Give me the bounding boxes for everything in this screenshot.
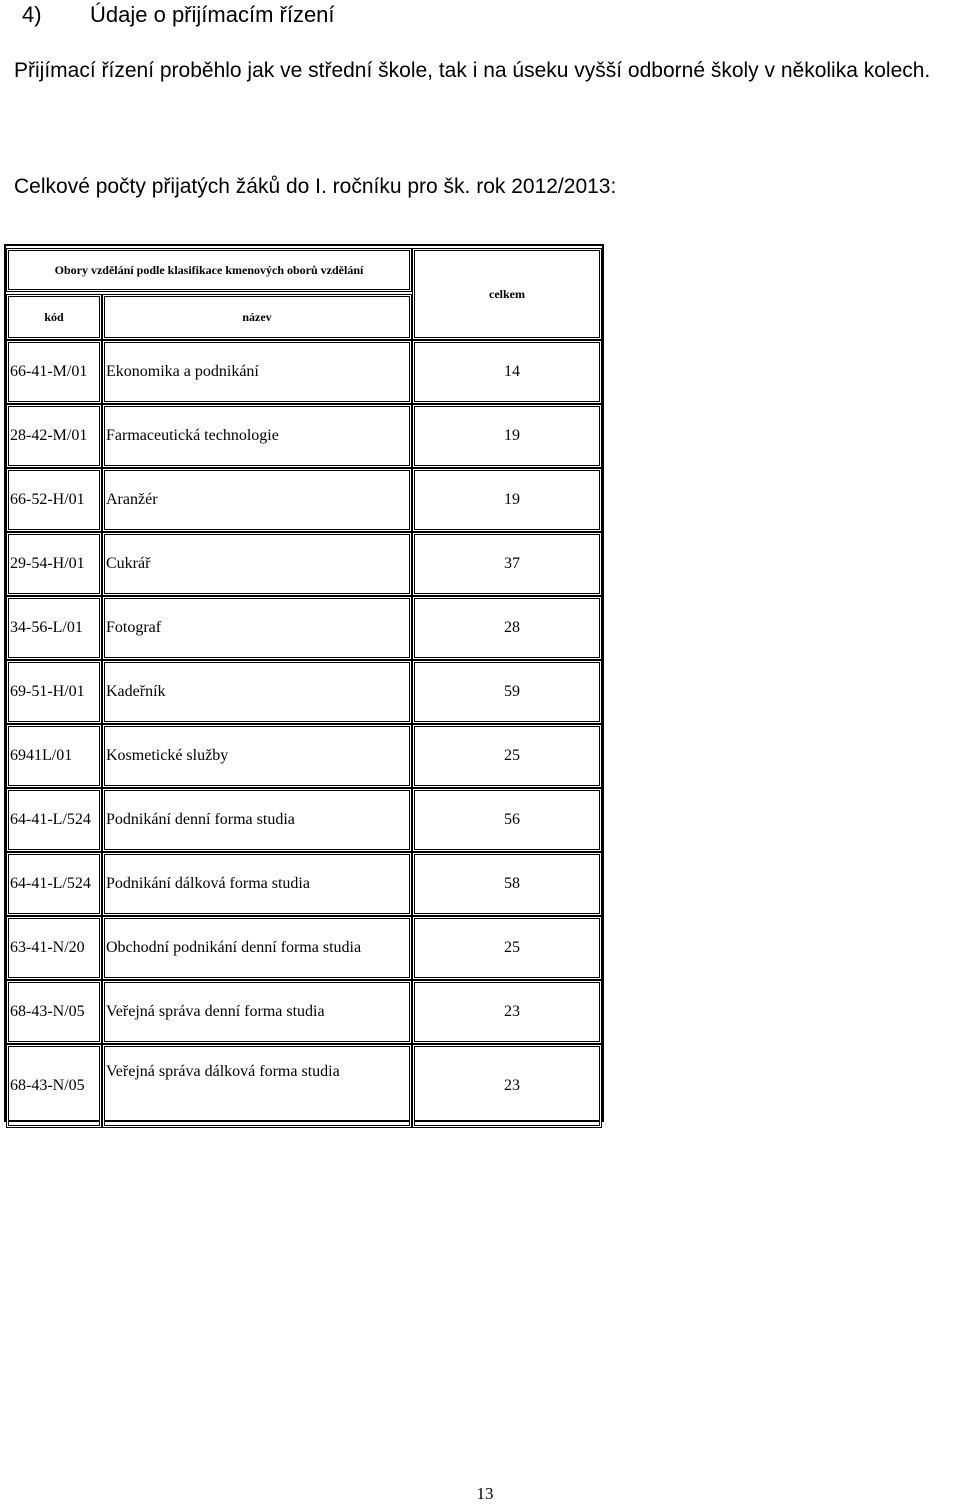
section-heading	[22, 0, 335, 30]
table-cell-name	[102, 724, 412, 788]
table-cell-code	[6, 1044, 102, 1128]
table-caption: Celkové počty přijatých žáků do I. ročníku pro šk. rok 2012/2013:	[14, 175, 617, 198]
table-cell-code	[6, 660, 102, 724]
table-cell-code	[6, 532, 102, 596]
table-cell-name	[102, 980, 412, 1044]
column-header-name-label: název	[242, 309, 272, 324]
cell-name-text: Kosmetické služby	[106, 747, 229, 764]
cell-name-text: Veřejná správa denní forma studia	[106, 1003, 325, 1020]
cell-code-text: 6941L/01	[10, 747, 73, 764]
table-cell-code	[6, 852, 102, 916]
cell-code-text: 68-43-N/05	[10, 1077, 85, 1094]
table-cell-name	[102, 596, 412, 660]
table-cell-code	[6, 916, 102, 980]
table-cell-name	[102, 852, 412, 916]
cell-name-text: Veřejná správa dálková forma studia	[106, 1063, 340, 1080]
cell-total-text: 19	[504, 491, 520, 508]
cell-name-text: Fotograf	[106, 619, 162, 636]
cell-code-text: 64-41-L/524	[10, 875, 91, 892]
table-cell-total	[412, 916, 602, 980]
table-cell-code	[6, 596, 102, 660]
column-header-total	[412, 248, 602, 340]
table-cell-total	[412, 660, 602, 724]
cell-name-text: Kadeřník	[106, 683, 166, 700]
table-cell-total	[412, 340, 602, 404]
cell-total-text: 25	[504, 747, 520, 764]
cell-code-text: 29-54-H/01	[10, 555, 85, 572]
cell-total-text: 19	[504, 427, 520, 444]
cell-name-text: Obchodní podnikání denní forma studia	[106, 939, 362, 956]
table-cell-total	[412, 596, 602, 660]
table-cell-name	[102, 468, 412, 532]
table-cell-total	[412, 980, 602, 1044]
table-cell-code	[6, 980, 102, 1044]
cell-code-text: 63-41-N/20	[10, 939, 85, 956]
cell-name-text: Podnikání denní forma studia	[106, 811, 295, 828]
table-cell-total	[412, 724, 602, 788]
cell-total-text: 58	[504, 875, 520, 892]
cell-code-text: 34-56-L/01	[10, 619, 83, 636]
cell-total-text: 59	[504, 683, 520, 700]
table-cell-total	[412, 468, 602, 532]
table-cell-name	[102, 340, 412, 404]
table-cell-total	[412, 1044, 602, 1128]
cell-total-text: 23	[504, 1077, 520, 1094]
intro-paragraph: Přijímací řízení proběhlo jak ve střední škole, tak i na úseku vyšší odborné školy v několika kolech.	[14, 59, 931, 82]
group-header-cell	[6, 248, 412, 292]
cell-name-text: Ekonomika a podnikání	[106, 363, 259, 380]
table-cell-code	[6, 340, 102, 404]
group-header-label: Obory vzdělání podle klasifikace kmenových oborů vzdělání	[54, 262, 364, 277]
cell-name-text: Aranžér	[106, 491, 158, 508]
table-cell-code	[6, 468, 102, 532]
table-cell-total	[412, 852, 602, 916]
column-header-code	[6, 294, 102, 340]
table-cell-total	[412, 404, 602, 468]
column-header-total-label: celkem	[489, 286, 525, 301]
table-cell-name	[102, 404, 412, 468]
cell-total-text: 56	[504, 811, 520, 828]
cell-code-text: 66-52-H/01	[10, 491, 85, 508]
cell-total-text: 23	[504, 1003, 520, 1020]
table-cell-code	[6, 404, 102, 468]
section-title: Údaje o přijímacím řízení	[90, 2, 335, 27]
cell-total-text: 37	[504, 555, 520, 572]
table-cell-name	[102, 788, 412, 852]
column-header-code-label: kód	[44, 309, 64, 324]
cell-code-text: 69-51-H/01	[10, 683, 85, 700]
cell-code-text: 66-41-M/01	[10, 363, 88, 380]
table-cell-code	[6, 788, 102, 852]
cell-code-text: 64-41-L/524	[10, 811, 91, 828]
admissions-table	[4, 244, 604, 1122]
cell-code-text: 68-43-N/05	[10, 1003, 85, 1020]
table-cell-name	[102, 532, 412, 596]
table-cell-name	[102, 916, 412, 980]
cell-total-text: 25	[504, 939, 520, 956]
table-cell-name	[102, 1044, 412, 1128]
table-cell-name	[102, 660, 412, 724]
column-header-name	[102, 294, 412, 340]
cell-code-text: 28-42-M/01	[10, 427, 88, 444]
table-cell-code	[6, 724, 102, 788]
page-number: 13	[476, 1484, 494, 1503]
cell-name-text: Cukrář	[106, 555, 151, 572]
cell-name-text: Podnikání dálková forma studia	[106, 875, 310, 892]
table-cell-total	[412, 532, 602, 596]
section-number: 4)	[22, 2, 42, 27]
table-cell-total	[412, 788, 602, 852]
cell-total-text: 14	[504, 363, 520, 380]
cell-name-text: Farmaceutická technologie	[106, 427, 279, 444]
cell-total-text: 28	[504, 619, 520, 636]
